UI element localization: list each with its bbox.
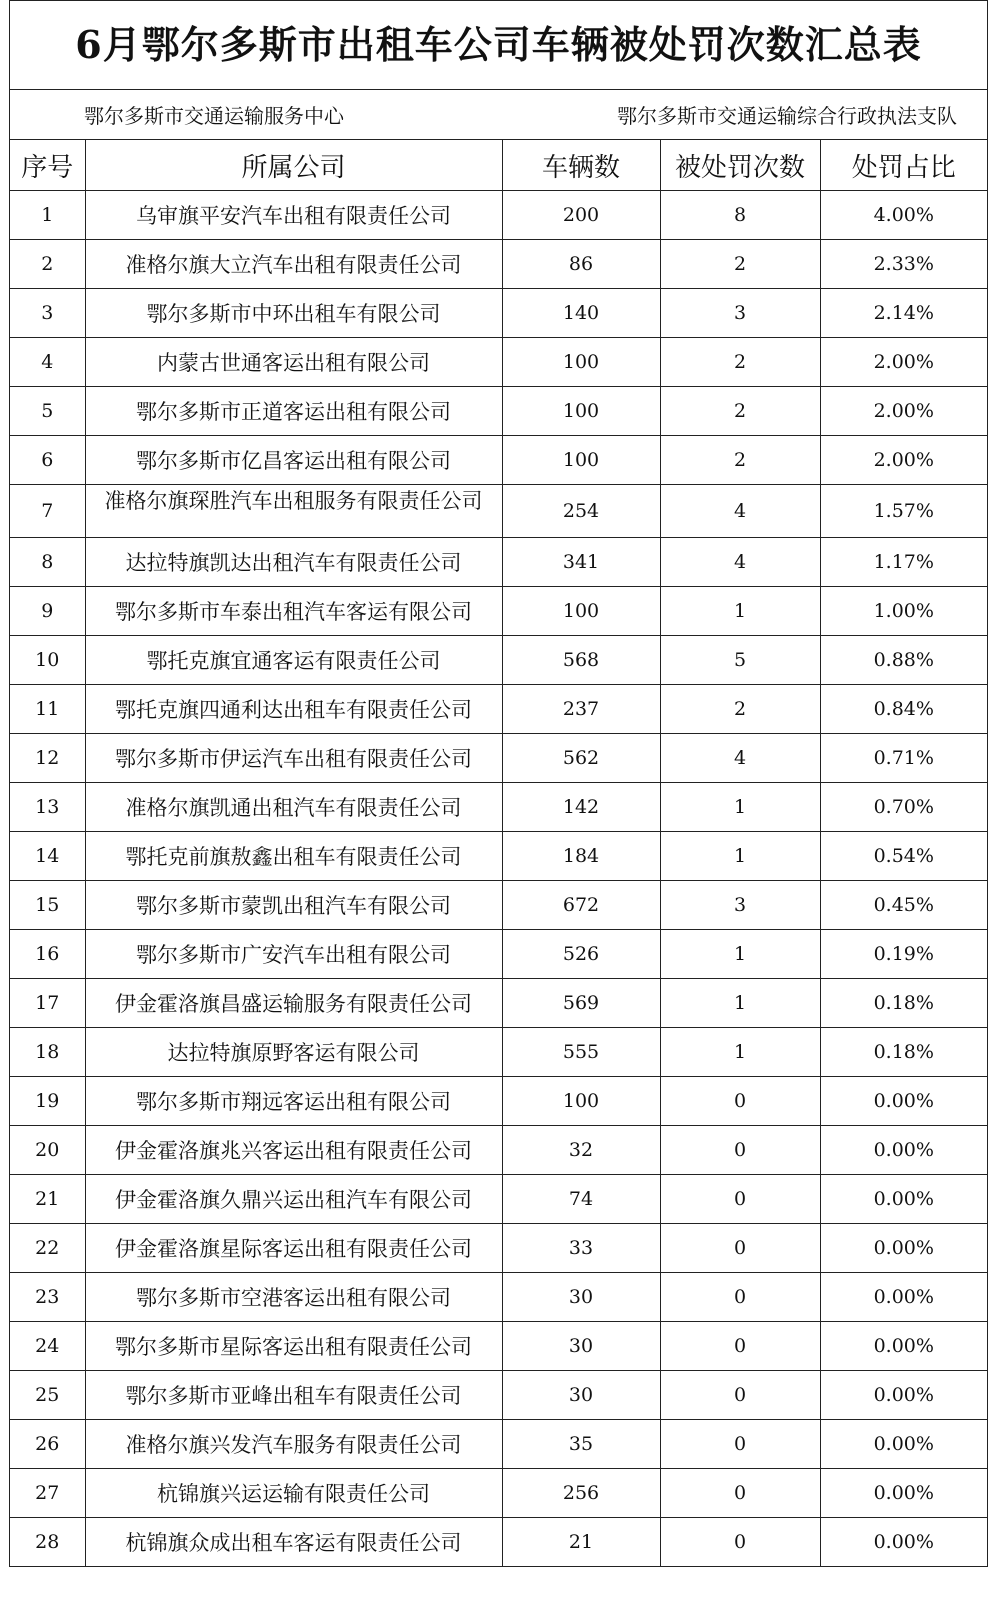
table-row bbox=[10, 338, 987, 387]
cell-company: 鄂尔多斯市星际客运出租有限责任公司 bbox=[85, 1322, 502, 1371]
cell-ratio: 0.00% bbox=[820, 1518, 987, 1567]
cell-no: 19 bbox=[10, 1077, 85, 1126]
cell-vehicles: 30 bbox=[502, 1371, 660, 1420]
table-row bbox=[10, 1273, 987, 1322]
cell-penalties: 1 bbox=[660, 1028, 820, 1077]
cell-company: 伊金霍洛旗昌盛运输服务有限责任公司 bbox=[85, 979, 502, 1028]
cell-vehicles: 30 bbox=[502, 1322, 660, 1371]
cell-vehicles: 33 bbox=[502, 1224, 660, 1273]
cell-penalties: 0 bbox=[660, 1469, 820, 1518]
cell-penalties: 4 bbox=[660, 485, 820, 538]
cell-no: 8 bbox=[10, 538, 85, 587]
cell-penalties: 8 bbox=[660, 191, 820, 240]
cell-penalties: 2 bbox=[660, 685, 820, 734]
cell-company: 鄂尔多斯市正道客运出租有限公司 bbox=[85, 387, 502, 436]
cell-penalties: 2 bbox=[660, 387, 820, 436]
cell-company: 鄂托克旗宜通客运有限责任公司 bbox=[85, 636, 502, 685]
cell-no: 9 bbox=[10, 587, 85, 636]
cell-no: 1 bbox=[10, 191, 85, 240]
cell-no: 18 bbox=[10, 1028, 85, 1077]
header-ratio: 处罚占比 bbox=[820, 140, 987, 191]
cell-vehicles: 562 bbox=[502, 734, 660, 783]
cell-penalties: 1 bbox=[660, 783, 820, 832]
header-vehicles: 车辆数 bbox=[502, 140, 660, 191]
cell-ratio: 0.19% bbox=[820, 930, 987, 979]
table-row bbox=[10, 881, 987, 930]
cell-penalties: 0 bbox=[660, 1420, 820, 1469]
cell-company: 鄂尔多斯市亿昌客运出租有限公司 bbox=[85, 436, 502, 485]
cell-penalties: 0 bbox=[660, 1126, 820, 1175]
cell-penalties: 0 bbox=[660, 1371, 820, 1420]
table-row bbox=[10, 436, 987, 485]
cell-vehicles: 526 bbox=[502, 930, 660, 979]
cell-no: 17 bbox=[10, 979, 85, 1028]
cell-company: 杭锦旗众成出租车客运有限责任公司 bbox=[85, 1518, 502, 1567]
cell-vehicles: 341 bbox=[502, 538, 660, 587]
table-row bbox=[10, 1126, 987, 1175]
cell-no: 23 bbox=[10, 1273, 85, 1322]
cell-company: 准格尔旗大立汽车出租有限责任公司 bbox=[85, 240, 502, 289]
cell-vehicles: 100 bbox=[502, 436, 660, 485]
cell-ratio: 0.54% bbox=[820, 832, 987, 881]
cell-vehicles: 672 bbox=[502, 881, 660, 930]
cell-no: 10 bbox=[10, 636, 85, 685]
cell-vehicles: 142 bbox=[502, 783, 660, 832]
cell-vehicles: 100 bbox=[502, 1077, 660, 1126]
cell-vehicles: 100 bbox=[502, 338, 660, 387]
cell-penalties: 2 bbox=[660, 436, 820, 485]
table-row bbox=[10, 240, 987, 289]
cell-no: 4 bbox=[10, 338, 85, 387]
cell-no: 13 bbox=[10, 783, 85, 832]
summary-sheet bbox=[9, 0, 988, 1567]
table-row bbox=[10, 832, 987, 881]
table-row bbox=[10, 1420, 987, 1469]
table-row bbox=[10, 783, 987, 832]
cell-company: 伊金霍洛旗星际客运出租有限责任公司 bbox=[85, 1224, 502, 1273]
cell-penalties: 0 bbox=[660, 1077, 820, 1126]
table-row bbox=[10, 1028, 987, 1077]
table-row bbox=[10, 1224, 987, 1273]
cell-penalties: 0 bbox=[660, 1273, 820, 1322]
cell-no: 24 bbox=[10, 1322, 85, 1371]
cell-vehicles: 569 bbox=[502, 979, 660, 1028]
table-row bbox=[10, 1322, 987, 1371]
cell-penalties: 0 bbox=[660, 1518, 820, 1567]
cell-ratio: 0.00% bbox=[820, 1224, 987, 1273]
cell-company: 内蒙古世通客运出租有限公司 bbox=[85, 338, 502, 387]
cell-company: 杭锦旗兴运运输有限责任公司 bbox=[85, 1469, 502, 1518]
cell-vehicles: 35 bbox=[502, 1420, 660, 1469]
cell-ratio: 0.00% bbox=[820, 1322, 987, 1371]
cell-penalties: 3 bbox=[660, 289, 820, 338]
cell-company: 鄂尔多斯市车泰出租汽车客运有限公司 bbox=[85, 587, 502, 636]
penalty-table bbox=[10, 140, 987, 1566]
cell-ratio: 4.00% bbox=[820, 191, 987, 240]
cell-company: 鄂尔多斯市空港客运出租有限公司 bbox=[85, 1273, 502, 1322]
cell-ratio: 0.45% bbox=[820, 881, 987, 930]
cell-no: 27 bbox=[10, 1469, 85, 1518]
cell-no: 15 bbox=[10, 881, 85, 930]
cell-company: 鄂尔多斯市广安汽车出租有限公司 bbox=[85, 930, 502, 979]
header-company: 所属公司 bbox=[85, 140, 502, 191]
issuer-row bbox=[10, 90, 987, 140]
table-row bbox=[10, 930, 987, 979]
table-row bbox=[10, 191, 987, 240]
cell-company: 准格尔旗琛胜汽车出租服务有限责任公司 bbox=[85, 485, 502, 538]
cell-no: 21 bbox=[10, 1175, 85, 1224]
cell-penalties: 1 bbox=[660, 587, 820, 636]
table-row bbox=[10, 636, 987, 685]
cell-penalties: 4 bbox=[660, 538, 820, 587]
cell-company: 伊金霍洛旗兆兴客运出租有限责任公司 bbox=[85, 1126, 502, 1175]
cell-ratio: 0.18% bbox=[820, 979, 987, 1028]
cell-company: 准格尔旗兴发汽车服务有限责任公司 bbox=[85, 1420, 502, 1469]
header-penalties: 被处罚次数 bbox=[660, 140, 820, 191]
table-row bbox=[10, 979, 987, 1028]
cell-no: 11 bbox=[10, 685, 85, 734]
cell-penalties: 0 bbox=[660, 1175, 820, 1224]
cell-penalties: 1 bbox=[660, 832, 820, 881]
cell-company: 伊金霍洛旗久鼎兴运出租汽车有限公司 bbox=[85, 1175, 502, 1224]
issuer-right: 鄂尔多斯市交通运输综合行政执法支队 bbox=[617, 104, 957, 128]
cell-no: 3 bbox=[10, 289, 85, 338]
cell-no: 7 bbox=[10, 485, 85, 538]
cell-penalties: 2 bbox=[660, 240, 820, 289]
cell-company: 鄂尔多斯市蒙凯出租汽车有限公司 bbox=[85, 881, 502, 930]
cell-company: 鄂尔多斯市翔远客运出租有限公司 bbox=[85, 1077, 502, 1126]
cell-vehicles: 32 bbox=[502, 1126, 660, 1175]
cell-vehicles: 254 bbox=[502, 485, 660, 538]
table-row bbox=[10, 485, 987, 538]
cell-penalties: 3 bbox=[660, 881, 820, 930]
cell-penalties: 2 bbox=[660, 338, 820, 387]
cell-ratio: 0.00% bbox=[820, 1126, 987, 1175]
header-no: 序号 bbox=[10, 140, 85, 191]
cell-ratio: 0.88% bbox=[820, 636, 987, 685]
cell-company: 达拉特旗凯达出租汽车有限责任公司 bbox=[85, 538, 502, 587]
cell-ratio: 0.00% bbox=[820, 1469, 987, 1518]
cell-no: 28 bbox=[10, 1518, 85, 1567]
table-body bbox=[10, 191, 987, 1567]
cell-ratio: 2.00% bbox=[820, 436, 987, 485]
cell-no: 2 bbox=[10, 240, 85, 289]
cell-ratio: 0.00% bbox=[820, 1175, 987, 1224]
cell-vehicles: 30 bbox=[502, 1273, 660, 1322]
cell-ratio: 0.00% bbox=[820, 1077, 987, 1126]
cell-ratio: 0.00% bbox=[820, 1420, 987, 1469]
cell-penalties: 0 bbox=[660, 1224, 820, 1273]
cell-ratio: 0.84% bbox=[820, 685, 987, 734]
cell-company: 鄂尔多斯市伊运汽车出租有限责任公司 bbox=[85, 734, 502, 783]
table-row bbox=[10, 1371, 987, 1420]
cell-vehicles: 200 bbox=[502, 191, 660, 240]
cell-no: 16 bbox=[10, 930, 85, 979]
cell-no: 26 bbox=[10, 1420, 85, 1469]
cell-ratio: 0.18% bbox=[820, 1028, 987, 1077]
cell-company: 鄂托克旗四通利达出租车有限责任公司 bbox=[85, 685, 502, 734]
cell-ratio: 1.00% bbox=[820, 587, 987, 636]
table-row bbox=[10, 538, 987, 587]
cell-company: 准格尔旗凯通出租汽车有限责任公司 bbox=[85, 783, 502, 832]
table-row bbox=[10, 1077, 987, 1126]
cell-no: 5 bbox=[10, 387, 85, 436]
cell-penalties: 0 bbox=[660, 1322, 820, 1371]
table-row bbox=[10, 1469, 987, 1518]
cell-vehicles: 74 bbox=[502, 1175, 660, 1224]
cell-ratio: 2.14% bbox=[820, 289, 987, 338]
table-header-row bbox=[10, 140, 987, 191]
cell-no: 12 bbox=[10, 734, 85, 783]
cell-vehicles: 555 bbox=[502, 1028, 660, 1077]
cell-ratio: 0.70% bbox=[820, 783, 987, 832]
cell-vehicles: 256 bbox=[502, 1469, 660, 1518]
cell-company: 鄂尔多斯市中环出租车有限公司 bbox=[85, 289, 502, 338]
table-row bbox=[10, 289, 987, 338]
cell-company: 乌审旗平安汽车出租有限责任公司 bbox=[85, 191, 502, 240]
table-row bbox=[10, 1518, 987, 1567]
table-row bbox=[10, 1175, 987, 1224]
cell-penalties: 1 bbox=[660, 979, 820, 1028]
cell-ratio: 0.71% bbox=[820, 734, 987, 783]
cell-no: 6 bbox=[10, 436, 85, 485]
table-row bbox=[10, 734, 987, 783]
cell-company: 鄂尔多斯市亚峰出租车有限责任公司 bbox=[85, 1371, 502, 1420]
cell-penalties: 5 bbox=[660, 636, 820, 685]
cell-ratio: 2.00% bbox=[820, 338, 987, 387]
cell-penalties: 1 bbox=[660, 930, 820, 979]
cell-ratio: 2.00% bbox=[820, 387, 987, 436]
cell-ratio: 0.00% bbox=[820, 1273, 987, 1322]
cell-vehicles: 86 bbox=[502, 240, 660, 289]
cell-vehicles: 100 bbox=[502, 587, 660, 636]
cell-no: 25 bbox=[10, 1371, 85, 1420]
sheet-title: 6月鄂尔多斯市出租车公司车辆被处罚次数汇总表 bbox=[10, 1, 987, 90]
cell-vehicles: 184 bbox=[502, 832, 660, 881]
table-row bbox=[10, 685, 987, 734]
cell-penalties: 4 bbox=[660, 734, 820, 783]
cell-company: 达拉特旗原野客运有限公司 bbox=[85, 1028, 502, 1077]
cell-ratio: 1.57% bbox=[820, 485, 987, 538]
table-row bbox=[10, 387, 987, 436]
table-row bbox=[10, 587, 987, 636]
cell-no: 14 bbox=[10, 832, 85, 881]
cell-vehicles: 568 bbox=[502, 636, 660, 685]
cell-no: 20 bbox=[10, 1126, 85, 1175]
cell-vehicles: 21 bbox=[502, 1518, 660, 1567]
issuer-left: 鄂尔多斯市交通运输服务中心 bbox=[84, 104, 344, 128]
cell-company: 鄂托克前旗敖鑫出租车有限责任公司 bbox=[85, 832, 502, 881]
cell-ratio: 1.17% bbox=[820, 538, 987, 587]
cell-vehicles: 140 bbox=[502, 289, 660, 338]
cell-no: 22 bbox=[10, 1224, 85, 1273]
cell-ratio: 0.00% bbox=[820, 1371, 987, 1420]
cell-ratio: 2.33% bbox=[820, 240, 987, 289]
cell-vehicles: 237 bbox=[502, 685, 660, 734]
cell-vehicles: 100 bbox=[502, 387, 660, 436]
